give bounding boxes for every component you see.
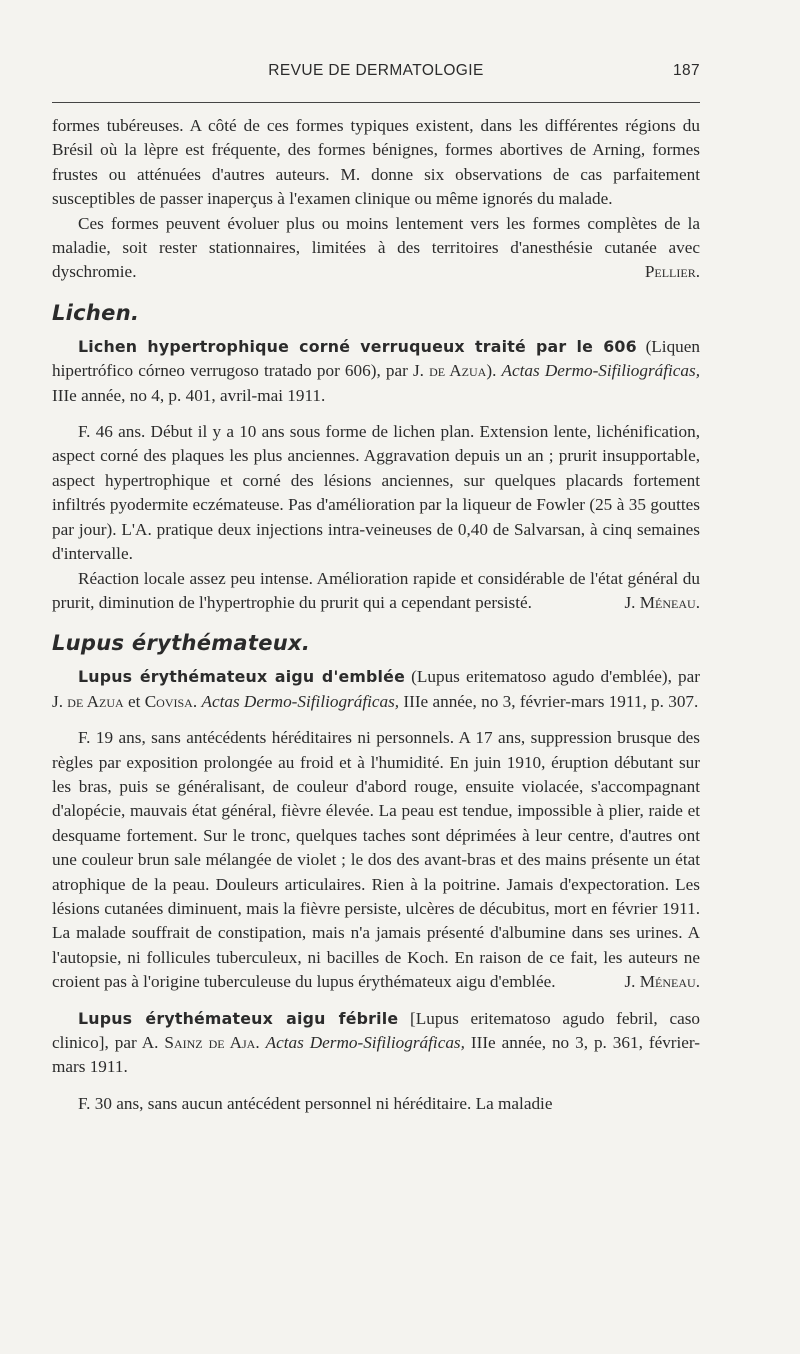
lupus-1-author-1: de Azua [67, 691, 124, 711]
lichen-journal: Actas Dermo-Sifiliográficas, [501, 361, 700, 381]
lupus-2-article-title: Lupus érythémateux aigu fébrile [78, 1008, 399, 1028]
lupus-1-ref-text-c: . [192, 691, 202, 711]
article-body [52, 114, 700, 1116]
signature-meneau-1: J. Méneau. [624, 592, 700, 612]
lupus-2-ref-text-b: . [255, 1033, 266, 1052]
lupus-2-ref-text-c: IIIe année, no 3, p. 361, février-mars 1911. [52, 1033, 701, 1077]
intro-paragraph-2 [52, 212, 700, 285]
lichen-author: de Azua [429, 361, 487, 381]
lupus-2-author: Sainz de Aja [164, 1033, 256, 1052]
lichen-article-title: Lichen hypertrophique corné verruqueux traité par le 606 [78, 336, 637, 356]
lichen-paragraph-2-text: Réaction locale assez peu intense. Amélioration rapide et considérable de l'état général du prurit, diminution de l'hypertrophie du prurit qui a cependant persisté. [52, 568, 700, 612]
intro-paragraph-2-text: Ces formes peuvent évoluer plus ou moins lentement vers les formes complètes de la maladie, soit rester stationnaires, limitées à des territoires d'anesthésie cutanée avec dyschromie. [52, 213, 700, 282]
page-number: 187 [672, 62, 700, 79]
lupus-1-ref-text-b: et [123, 691, 145, 711]
lupus-2-paragraph: F. 30 ans, sans aucun antécédent personnel ni héréditaire. La maladie [78, 1093, 553, 1113]
lupus-1-paragraph [52, 726, 700, 994]
section-heading-lichen: Lichen. [52, 300, 140, 325]
lichen-reference [52, 335, 700, 408]
lupus-2-reference [52, 1007, 700, 1080]
lupus-1-ref-text-d: IIIe année, no 3, février-mars 1911, p. 307. [399, 691, 699, 711]
lupus-1-article-title: Lupus érythémateux aigu d'emblée [78, 667, 405, 687]
lupus-1-journal: Actas Dermo-Sifiliográficas, [201, 691, 400, 711]
signature-pellier: Pellier. [644, 262, 700, 282]
journal-title: REVUE DE DERMATOLOGIE [268, 62, 484, 79]
lupus-1-author-2: Covisa [144, 691, 193, 711]
lupus-2-ref-text-a: [Lupus eritematoso agudo febril, caso clinico], par A. [52, 1008, 700, 1052]
signature-meneau-2: J. Méneau. [624, 972, 700, 992]
running-header [52, 62, 700, 86]
lichen-paragraph-2 [52, 567, 700, 616]
lichen-paragraph-1: F. 46 ans. Début il y a 10 ans sous forme de lichen plan. Extension lente, lichénification, aspect corné des plaques les plus anciennes. Aggravation depuis un an ; prurit insupportable, aspect hypertrophique et corné des lésions anciennes, sur quelques placards fortement infiltrés pyodermite eczémateuse. Pas d'amélioration par la liqueur de Fowler (25 à 35 gouttes par jour). L'A. pratique deux injections intra-veineuses de 0,40 de Salvarsan, à cinq semaines d'intervalle. [52, 422, 700, 564]
lichen-ref-text-a: (Liquen hipertrófico córneo verrugoso tratado por 606), par J. [52, 336, 700, 381]
section-heading-lupus: Lupus érythémateux. [52, 631, 311, 656]
header-rule [52, 102, 700, 103]
lichen-ref-text-c: IIIe année, no 4, p. 401, avril-mai 1911. [52, 385, 326, 405]
intro-paragraph-1: formes tubéreuses. A côté de ces formes typiques existent, dans les différentes régions du Brésil où la lèpre est fréquente, des formes bénignes, formes abortives de Arning, formes frustes ou atténuées d'autres auteurs. M. donne six observations de cas parfaitement susceptibles de passer inaperçus à l'examen clinique ou même ignorés du malade. [52, 116, 700, 209]
lichen-ref-text-b: ). [486, 361, 502, 381]
lupus-1-paragraph-text: F. 19 ans, sans antécédents héréditaires ni personnels. A 17 ans, suppression brusque des règles par exposition prolongée au froid et à l'humidité. En juin 1910, éruption débutant sur les bras, puis se généralisant, de couleur d'abord rouge, ensuite violacée, s'accompagnant d'alopécie, mauvais état général, fièvre élevée. La peau est tendue, impossible à plier, raide et desquame fortement. Sur le tronc, quelques taches sont déprimées à leur centre, d'autres ont une couleur brun sale mélangée de violet ; le dos des avant-bras et des mains présente un état atrophique de la peau. Douleurs articulaires. Rien à la poitrine. Jamais d'expectoration. Les lésions cutanées diminuent, mais la fièvre persiste, ulcères de décubitus, mort en février 1911. La malade souffrait de constipation, mais n'a jamais présenté d'albumine dans ses urines. A l'autopsie, ni follicules tuberculeux, ni bacilles de Koch. En raison de ce fait, les auteurs ne croient pas à l'origine tuberculeuse du lupus érythémateux aigu d'emblée. [52, 728, 700, 992]
lupus-1-reference [52, 665, 700, 714]
lupus-2-journal: Actas Dermo-Sifiliográficas, [265, 1033, 465, 1052]
lupus-1-ref-text-a: (Lupus eritematoso agudo d'emblée), par J. [52, 667, 700, 711]
